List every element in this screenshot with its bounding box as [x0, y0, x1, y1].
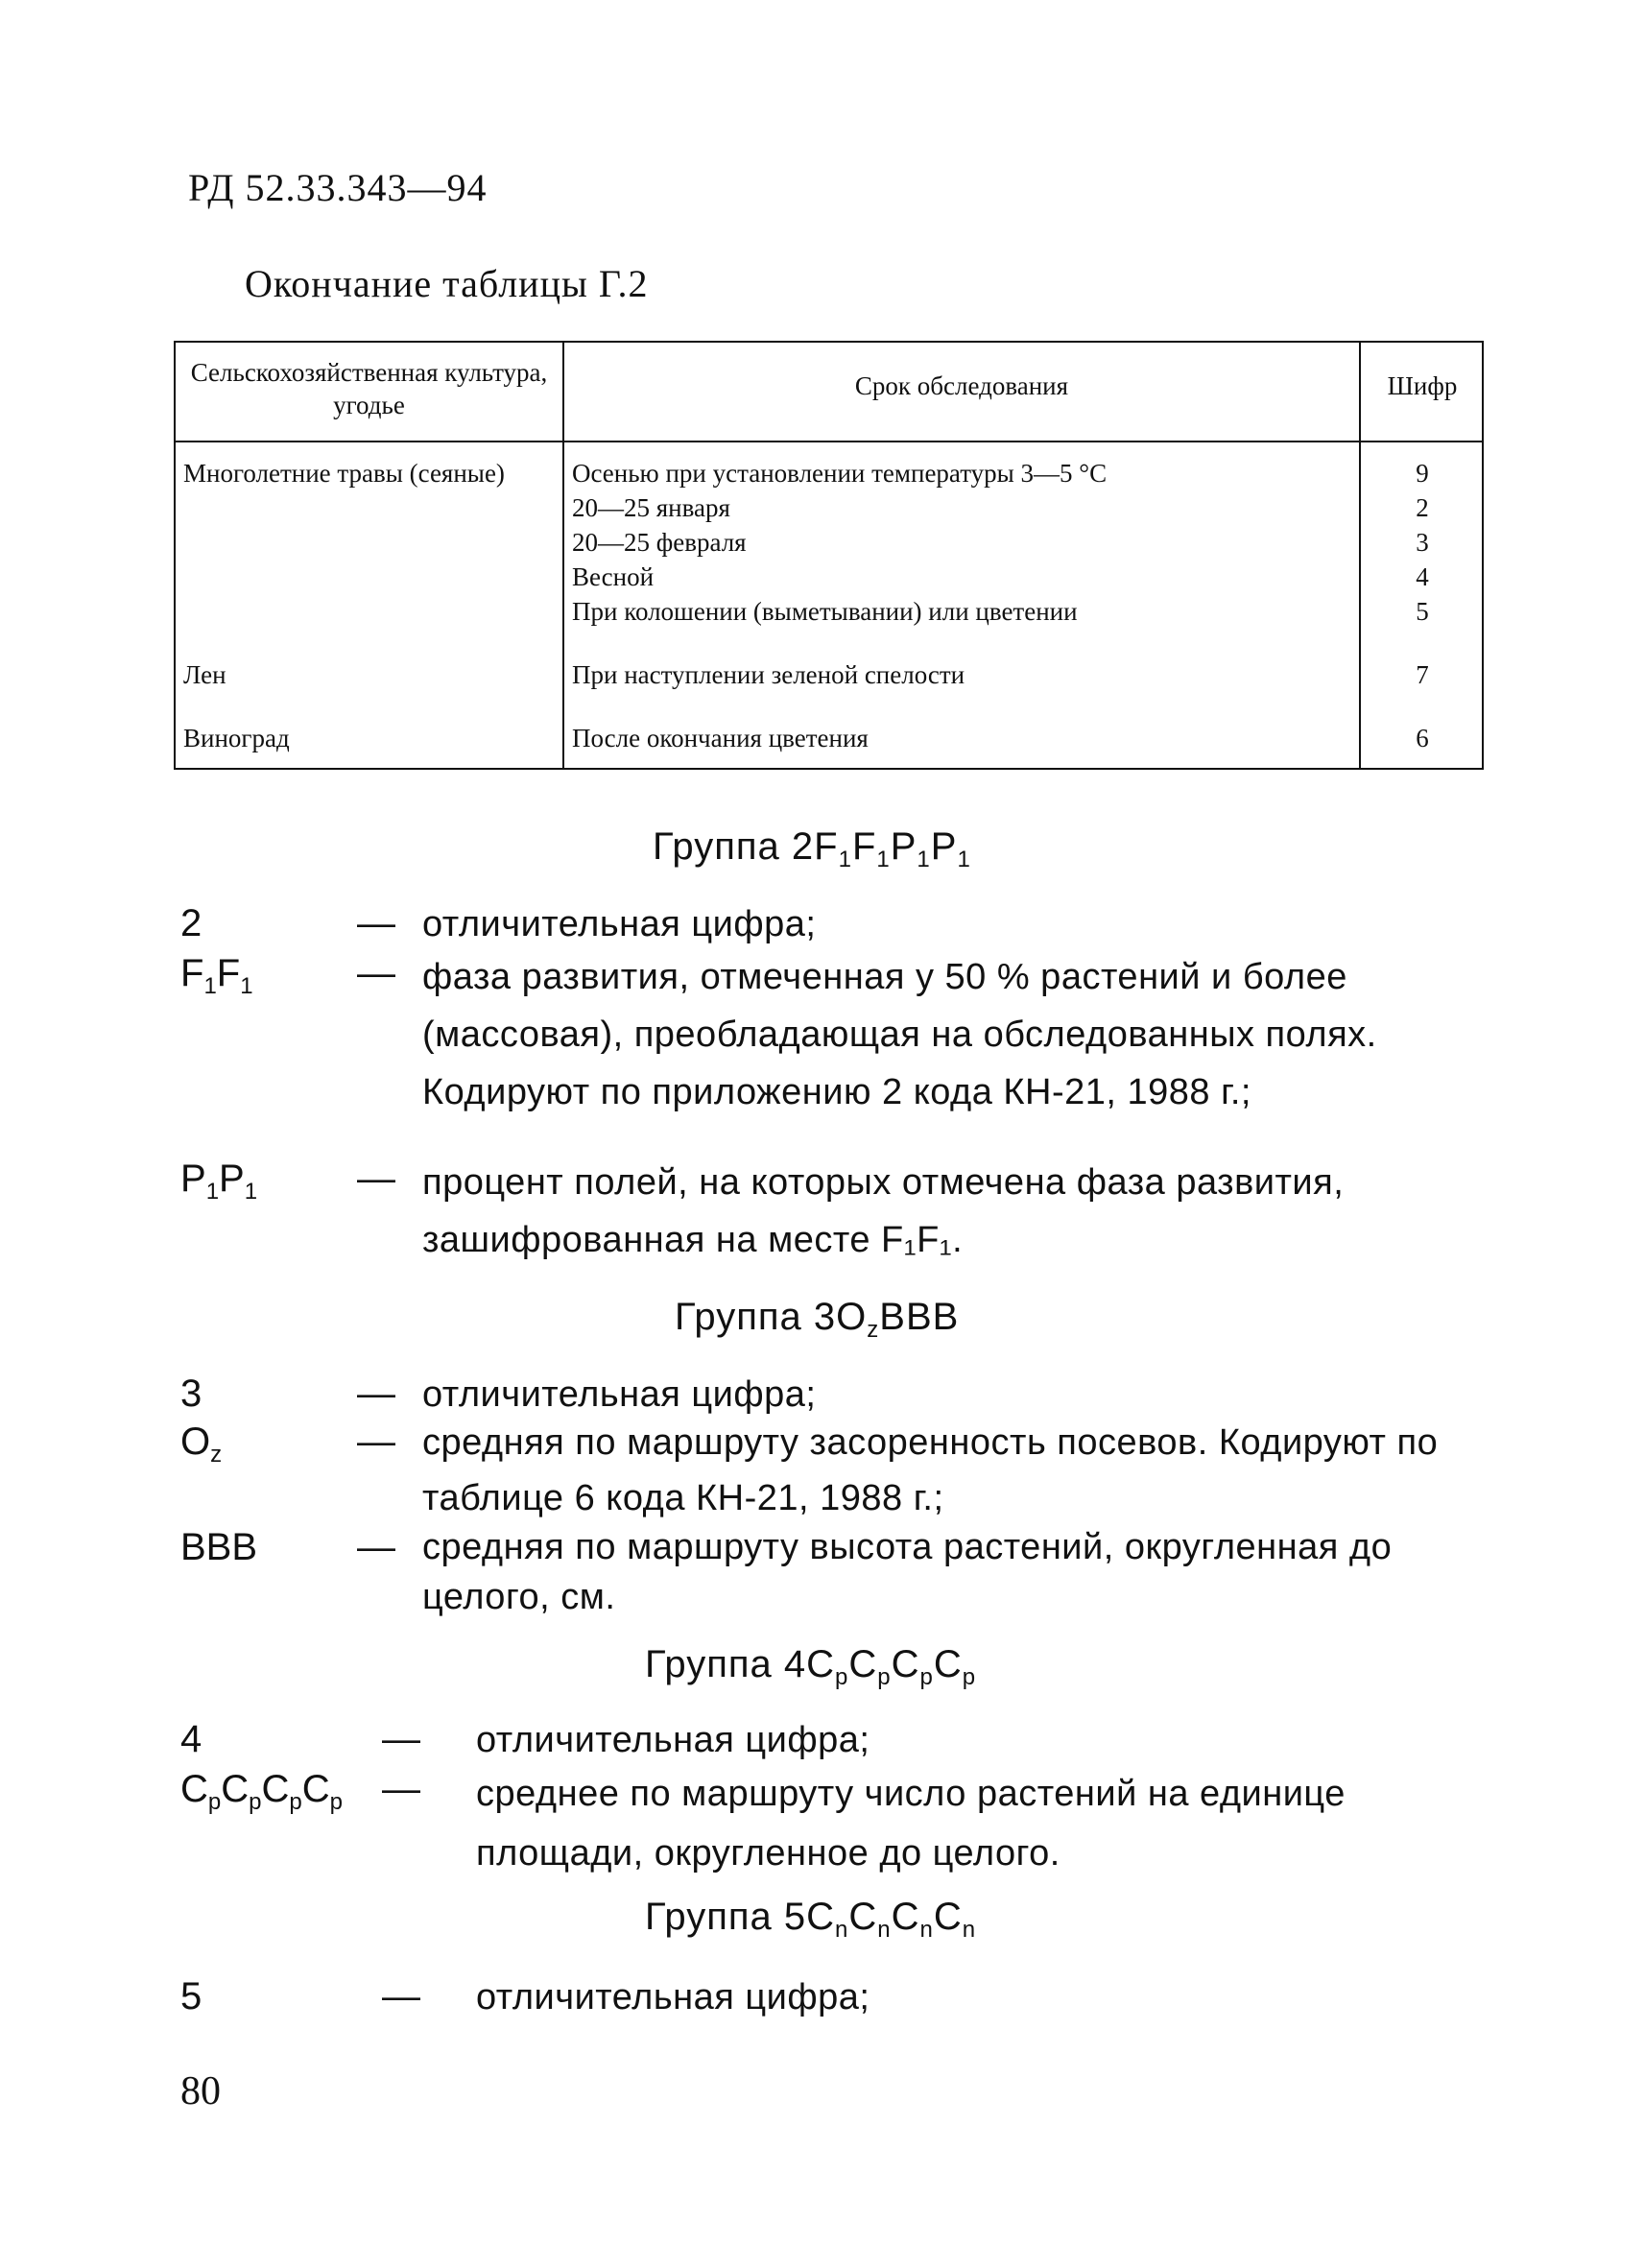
table-cell-term: После окончания цветения: [572, 724, 869, 752]
legend-symbol: $O_z$: [180, 1420, 223, 1468]
table-cell-term: Весной: [572, 562, 655, 591]
document-code: РД 52.33.343—94: [188, 166, 488, 209]
legend-definition: отличительная цифра;: [422, 1374, 817, 1415]
group-title-symbols: $C_pC_pC_pC_p$: [806, 1643, 977, 1690]
table-cell-crop: Виноград: [183, 724, 290, 752]
table-cell-code: 2: [1416, 493, 1429, 522]
legend-definition: средняя по маршруту высота растений, округленная до целого, см.: [422, 1527, 1393, 1617]
group-title-symbols: $O_zBBB$: [836, 1296, 960, 1343]
legend-symbol: $P_1P_1$: [180, 1158, 258, 1205]
group-title-prefix: Группа 5: [645, 1896, 807, 1938]
legend-definition: процент полей, на которых отмечена фаза развития, зашифрованная на месте F₁F₁.: [422, 1162, 1345, 1260]
legend-dash: —: [382, 1768, 420, 1810]
table-cell-code: 3: [1416, 528, 1429, 557]
legend-dash: —: [357, 1158, 395, 1200]
legend-dash: —: [382, 1718, 420, 1760]
table-column-divider: [562, 343, 564, 768]
table-cell-code: 4: [1416, 562, 1429, 591]
legend-definition: отличительная цифра;: [476, 1720, 870, 1760]
legend-dash: —: [357, 1420, 395, 1463]
legend-symbol: BBB: [180, 1526, 258, 1568]
legend-symbol: 3: [180, 1373, 203, 1415]
table-header-crop: Сельскохозяйственная культура, угодье: [190, 358, 548, 419]
group-3-title: [675, 1296, 960, 1343]
legend-definition: отличительная цифра;: [476, 1977, 870, 2017]
legend-dash: —: [382, 1975, 420, 2017]
legend-definition: среднее по маршруту число растений на единице площади, округленное до целого.: [476, 1774, 1346, 1874]
group-title-symbols: $C_nC_nC_nC_n$: [806, 1896, 977, 1943]
table-caption: Окончание таблицы Г.2: [245, 262, 649, 305]
legend-symbol: $F_1F_1$: [180, 952, 253, 999]
group-title-prefix: Группа 3: [675, 1296, 837, 1338]
legend-symbol: 4: [180, 1718, 203, 1760]
table-cell-term: Осенью при установлении температуры 3—5 °С: [572, 459, 1108, 488]
table-header-divider: [176, 441, 1482, 442]
table-cell-code: 6: [1416, 724, 1429, 752]
group-4-title: [645, 1643, 977, 1690]
legend-dash: —: [357, 952, 395, 994]
page-number: 80: [180, 2069, 221, 2113]
legend-definition: средняя по маршруту засоренность посевов. Кодируют по таблице 6 кода КН-21, 1988 г.;: [422, 1422, 1439, 1518]
table-cell-code: 5: [1416, 597, 1429, 626]
table-cell-code: 7: [1416, 660, 1429, 689]
legend-symbol: 2: [180, 902, 203, 944]
legend-definition: фаза развития, отмеченная у 50 % растений и более (массовая), преобладающая на обследованных полях. Кодируют по приложению 2 кода КН-21, 1988 г.;: [422, 957, 1377, 1112]
legend-symbol: 5: [180, 1975, 203, 2017]
legend-symbol: $C_pC_pC_pC_p$: [180, 1768, 343, 1815]
table-cell-crop: Многолетние травы (сеяные): [183, 459, 505, 488]
group-5-title: [645, 1896, 977, 1943]
group-title-symbols: $F_1F_1P_1P_1$: [814, 825, 971, 872]
legend-dash: —: [357, 1526, 395, 1568]
group-title-prefix: Группа 4: [645, 1643, 807, 1685]
table-cell-term: 20—25 февраля: [572, 528, 747, 557]
table-cell-term: 20—25 января: [572, 493, 730, 522]
group-2-title: [653, 825, 971, 872]
table-cell-code: 9: [1416, 459, 1429, 488]
survey-table: [174, 341, 1484, 770]
legend-dash: —: [357, 902, 395, 944]
group-title-prefix: Группа 2: [653, 825, 815, 868]
table-header-code: Шифр: [1387, 371, 1458, 400]
legend-definition: отличительная цифра;: [422, 904, 817, 944]
table-cell-crop: Лен: [183, 660, 226, 689]
table-cell-term: При наступлении зеленой спелости: [572, 660, 965, 689]
table-cell-term: При колошении (выметывании) или цветении: [572, 597, 1078, 626]
legend-dash: —: [357, 1373, 395, 1415]
table-header-term: Срок обследования: [854, 371, 1069, 400]
